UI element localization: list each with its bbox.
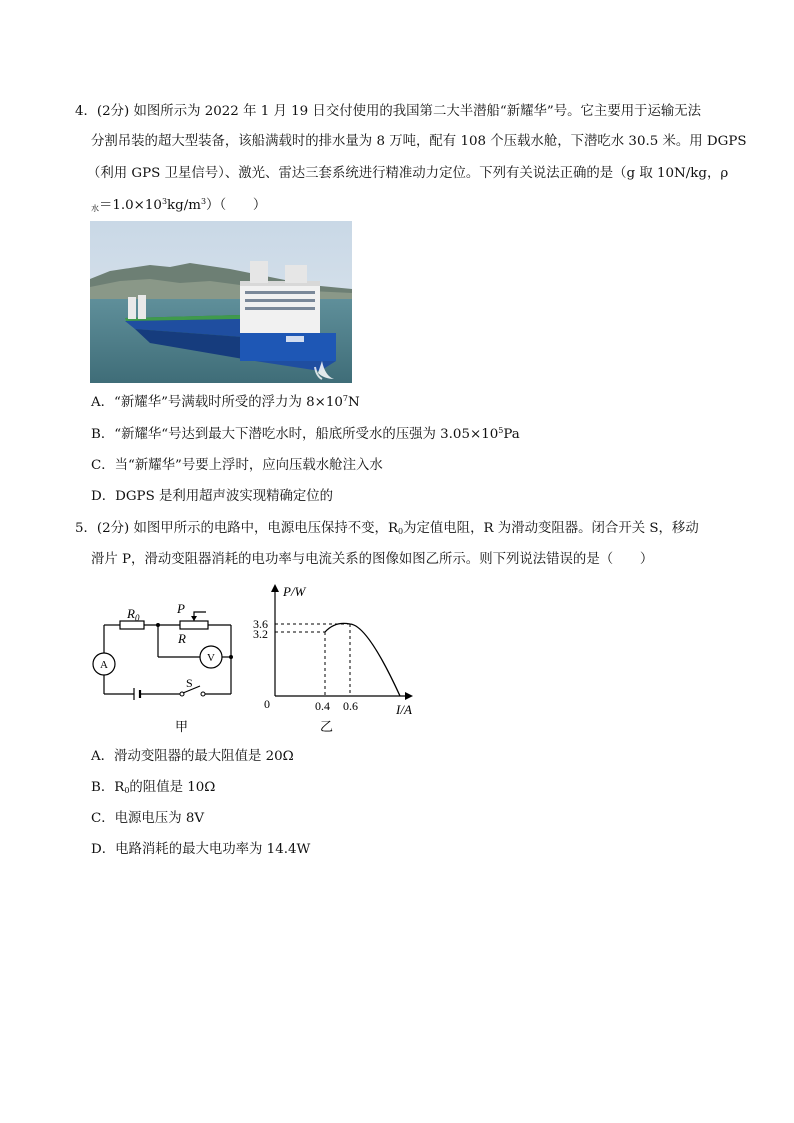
y-axis-arrow-icon <box>271 584 279 592</box>
q5-stem-b: 为定值电阻，R 为滑动变阻器。闭合开关 S，移动 <box>403 521 699 536</box>
power-current-graph <box>250 578 430 738</box>
q5-stem-line2: 滑片 P，滑动变阻器消耗的电功率与电流关系的图像如图乙所示。则下列说法错误的是（ ） <box>91 552 654 567</box>
ship-photo <box>90 221 352 383</box>
q4-option-a[interactable] <box>91 394 360 412</box>
r0-resistor <box>120 621 144 629</box>
q5-option-b-sub: 0 <box>124 786 130 795</box>
q5-stem-a: 5．(2分) 如图甲所示的电路中，电源电压保持不变，R <box>75 521 399 536</box>
rheostat-r-label: R <box>178 631 186 646</box>
circuit-diagram <box>90 598 250 738</box>
q4-density-exp: 3 <box>161 197 168 206</box>
q5-stem-sub: 0 <box>398 527 404 536</box>
circuit-caption: 甲 <box>175 719 189 734</box>
origin-label: 0 <box>264 697 270 711</box>
x-tick-label: 0.6 <box>343 699 358 713</box>
q4-option-a-text: A．“新耀华”号满载时所受的浮力为 8×10 <box>91 395 343 410</box>
q4-density-unit-exp: 3 <box>200 197 207 206</box>
q4-option-c[interactable]: C．当“新耀华”号要上浮时，应向压载水舱注入水 <box>91 458 383 473</box>
y-tick-label: 3.6 <box>253 617 268 631</box>
q4-stem-line2: 分割吊装的超大型装备，该船满载时的排水量为 8 万吨，配有 108 个压载水舱，下潜吃水 30.5 米。用 DGPS <box>91 134 747 149</box>
q4-option-b[interactable] <box>91 426 520 444</box>
q4-option-b-text: B．“新耀华“号达到最大下潜吃水时，船底所受水的压强为 3.05×10 <box>91 427 499 442</box>
q5-option-b[interactable] <box>91 779 215 797</box>
q4-option-d[interactable]: D．DGPS 是利用超声波实现精确定位的 <box>91 489 334 504</box>
ammeter-label: A <box>100 659 108 671</box>
q4-density-a: ＝1.0×10 <box>99 198 162 213</box>
q5-option-c[interactable]: C．电源电压为 8V <box>91 811 205 826</box>
q5-option-b-rest: 的阻值是 10Ω <box>129 780 216 795</box>
graph-caption: 乙 <box>320 719 334 734</box>
y-axis-label: P/W <box>283 584 306 599</box>
q4-rho-subscript: 水 <box>91 204 99 213</box>
ship-illustration <box>90 221 352 383</box>
q4-answer-blank: ）（ ） <box>206 198 267 213</box>
r0-label: $R_0$ <box>127 606 140 623</box>
q4-option-a-exp: 7 <box>342 394 348 403</box>
x-axis-arrow-icon <box>405 692 413 700</box>
q5-option-b-text: B．R <box>91 780 125 795</box>
power-curve <box>325 623 400 696</box>
q4-stem-line3: （利用 GPS 卫星信号）、激光、雷达三套系统进行精准动力定位。下列有关说法正确的是（g 取 10N/kg，ρ <box>87 166 729 181</box>
q5-option-a[interactable]: A．滑动变阻器的最大阻值是 20Ω <box>91 749 294 764</box>
x-axis-label: I/A <box>396 702 412 717</box>
q5-option-d[interactable]: D．电路消耗的最大电功率为 14.4W <box>91 842 311 857</box>
rheostat <box>180 621 208 629</box>
q4-stem-line1: 4．(2分) 如图所示为 2022 年 1 月 19 日交付使用的我国第二大半潜船“新耀华”号。它主要用于运输无法 <box>75 104 702 119</box>
switch-label: S <box>186 676 193 690</box>
q4-option-b-exp: 5 <box>498 426 504 435</box>
x-tick-label: 0.4 <box>315 699 330 713</box>
voltmeter-label: V <box>207 652 215 664</box>
q4-option-a-unit: N <box>347 395 360 410</box>
slider-arrow-icon <box>191 616 197 621</box>
q4-stem-line4 <box>91 197 266 215</box>
q4-option-b-unit: Pa <box>503 427 520 442</box>
slider-p-label: P <box>177 601 185 616</box>
y-tick-label: 3.2 <box>253 627 268 641</box>
q4-density-unit: kg/m <box>167 198 201 213</box>
q5-stem-line1 <box>75 520 699 538</box>
